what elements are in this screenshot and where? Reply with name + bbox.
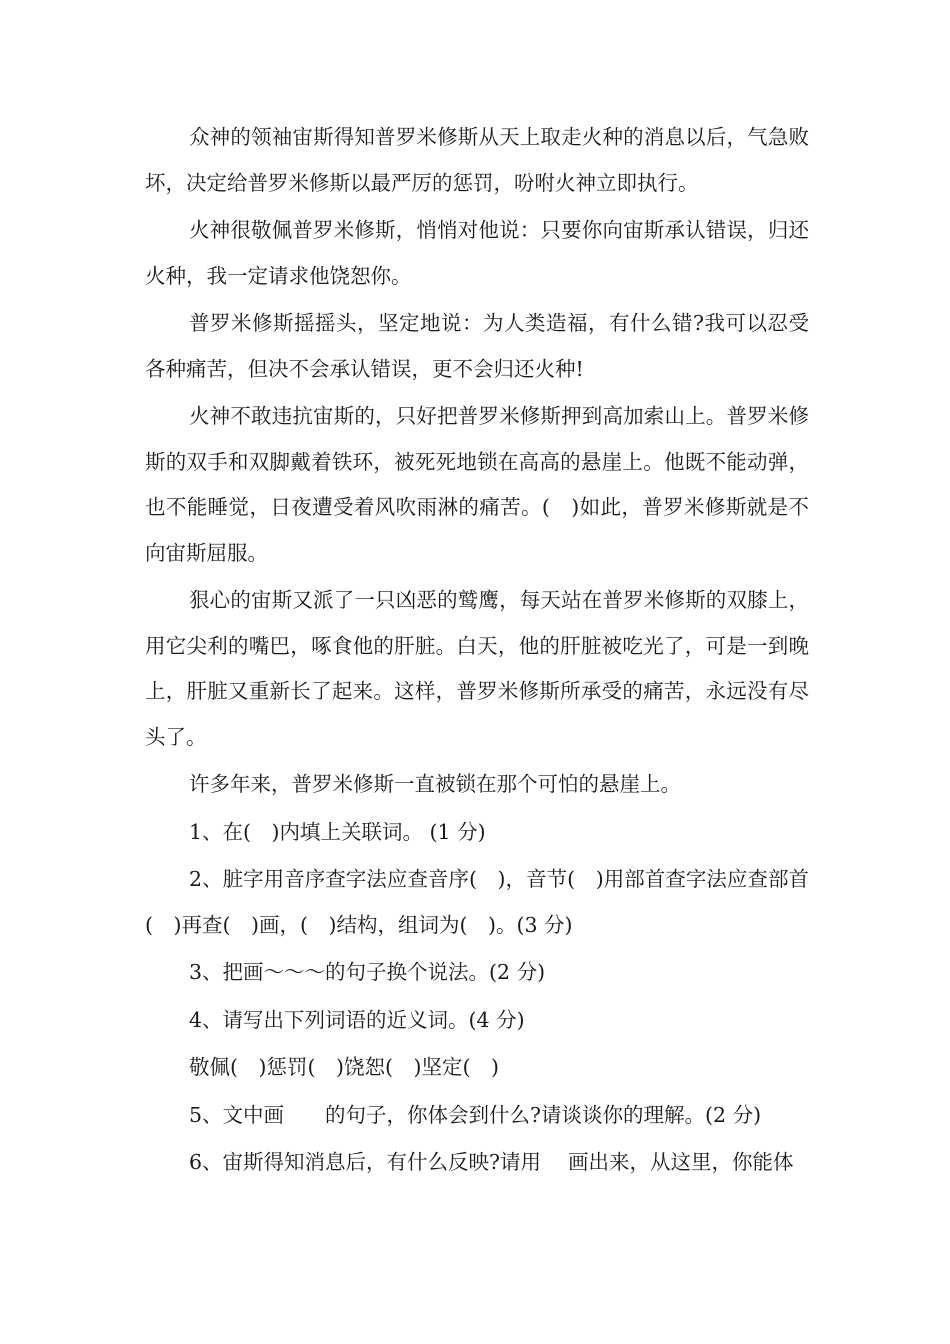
question-6: 6、宙斯得知消息后，有什么反映?请用 画出来，从这里，你能体 — [189, 1150, 794, 1174]
question-4: 4、请写出下列词语的近义词。(4 分) — [189, 1007, 525, 1032]
question-1: 1、在( )内填上关联词。 (1 分) — [189, 819, 486, 844]
story-paragraph-6: 许多年来，普罗米修斯一直被锁在那个可怕的悬崖上。 — [189, 772, 681, 796]
question-4-words: 敬佩( )惩罚( )饶恕( )坚定( ) — [189, 1055, 499, 1079]
question-2: 2、脏字用音序查字法应查音序( )，音节( )用部首查字法应查部首( )再查( )画，( )结构，组词为( )。(3 分) — [145, 867, 809, 937]
story-paragraph-2: 火神很敬佩普罗米修斯，悄悄对他说：只要你向宙斯承认错误，归还火种，我一定请求他饶恕你。 — [145, 218, 809, 288]
question-3: 3、把画～～～的句子换个说法。(2 分) — [189, 960, 546, 984]
story-paragraph-3: 普罗米修斯摇摇头，坚定地说：为人类造福，有什么错?我可以忍受各种痛苦，但决不会承认错误，更不会归还火种! — [145, 311, 809, 381]
story-paragraph-1: 众神的领袖宙斯得知普罗米修斯从天上取走火种的消息以后，气急败坏，决定给普罗米修斯以最严厉的惩罚，吩咐火神立即执行。 — [145, 125, 809, 195]
question-5: 5、文中画 的句子，你体会到什么?请谈谈你的理解。(2 分) — [189, 1102, 762, 1127]
story-paragraph-4: 火神不敢违抗宙斯的，只好把普罗米修斯押到高加索山上。普罗米修斯的双手和双脚戴着铁环，被死死地锁在高高的悬崖上。他既不能动弹，也不能睡觉，日夜遭受着风吹雨淋的痛苦。( )如此，普罗米修斯就是不向宙斯屈服。 — [145, 404, 809, 565]
story-paragraph-5: 狠心的宙斯又派了一只凶恶的鹫鹰，每天站在普罗米修斯的双膝上，用它尖利的嘴巴，啄食他的肝脏。白天，他的肝脏被吃光了，可是一到晚上，肝脏又重新长了起来。这样，普罗米修斯所承受的痛苦，永远没有尽头了。 — [145, 588, 809, 749]
document-page — [145, 115, 809, 1186]
